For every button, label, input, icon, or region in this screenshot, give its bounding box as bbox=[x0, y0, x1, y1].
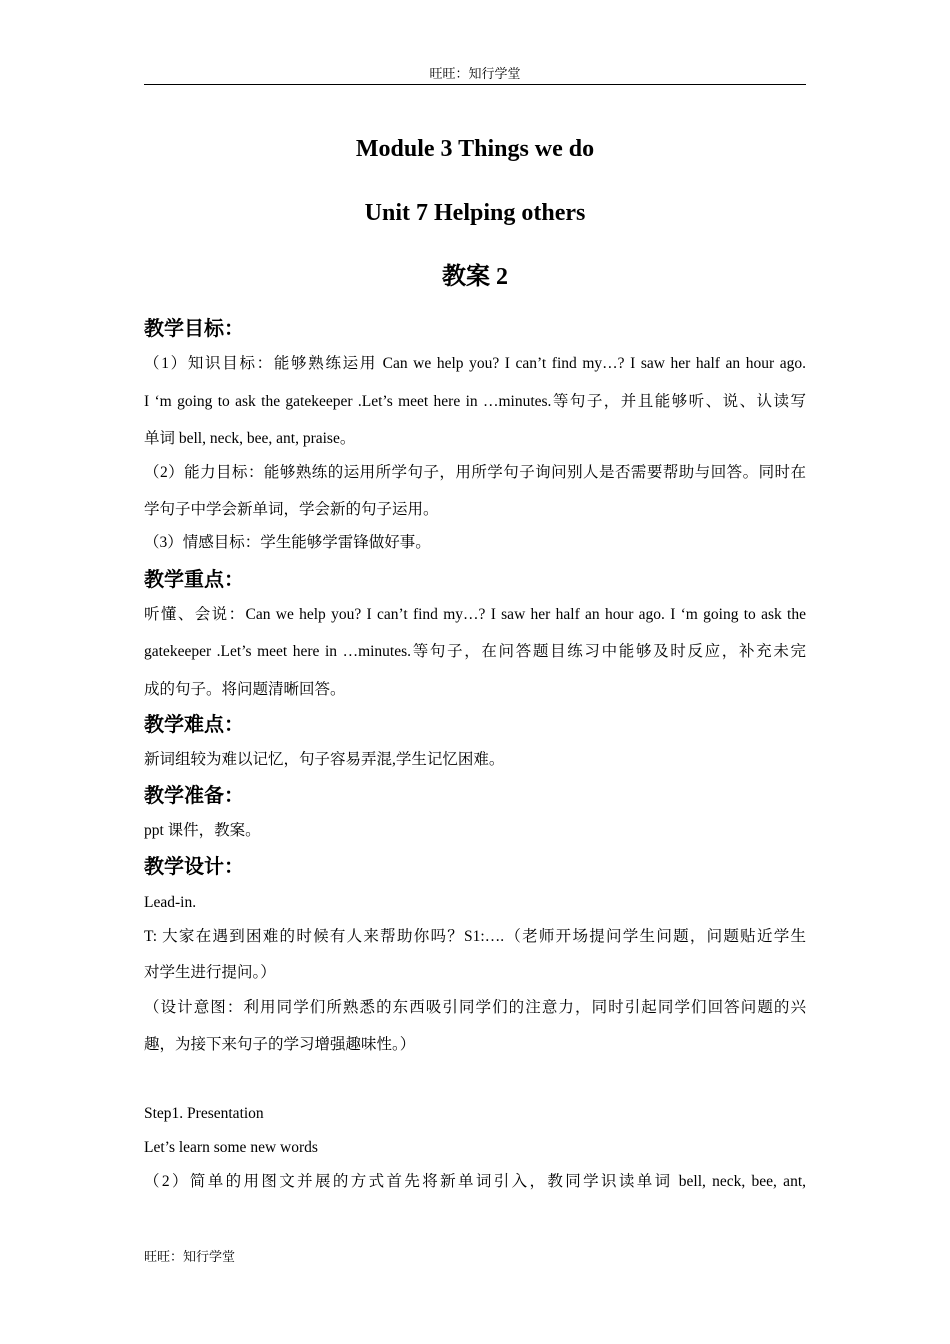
objectives-line: 学句子中学会新单词，学会新的句子运用。 bbox=[144, 501, 439, 518]
key-points-line: 成的句子。将问题清晰回答。 bbox=[144, 681, 346, 698]
design-line: 对学生进行提问。） bbox=[144, 964, 276, 981]
lesson-plan-title: 教案 2 bbox=[442, 264, 508, 290]
preparation-heading: 教学准备： bbox=[144, 783, 244, 807]
design-line: T: 大家在遇到困难的时候有人来帮助你吗？S1:….（老师开场提问学生问题，问题贴近学生 bbox=[144, 928, 806, 945]
module-title: Module 3 Things we do bbox=[355, 136, 595, 162]
difficulties-heading: 教学难点： bbox=[144, 712, 244, 736]
design-heading: 教学设计： bbox=[144, 854, 244, 878]
key-points-heading: 教学重点： bbox=[144, 567, 244, 591]
page-header: 旺旺：知行学堂 bbox=[144, 64, 806, 85]
objectives-line: （1）知识目标：能够熟练运用 Can we help you? I can’t find my…? I saw her half an hour ago. bbox=[144, 355, 806, 372]
objectives-line: 单词 bell, neck, bee, ant, praise。 bbox=[144, 430, 356, 447]
design-line: Lead-in. bbox=[144, 894, 197, 911]
page-footer: 旺旺：知行学堂 bbox=[144, 1249, 236, 1264]
design-line: （设计意图：利用同学们所熟悉的东西吸引同学们的注意力，同时引起同学们回答问题的兴 bbox=[144, 999, 806, 1016]
objectives-heading: 教学目标： bbox=[144, 316, 244, 340]
key-points-line: gatekeeper .Let’s meet here in …minutes.等句子，在问答题目练习中能够及时反应，补充未完 bbox=[144, 643, 806, 660]
design-line: （2）简单的用图文并展的方式首先将新单词引入，教同学识读单词 bell, neck, bee, ant, bbox=[144, 1173, 806, 1190]
objectives-line: （2）能力目标：能够熟练的运用所学句子，用所学句子询问别人是否需要帮助与回答。同时在 bbox=[144, 464, 806, 481]
difficulties-line: 新词组较为难以记忆，句子容易弄混,学生记忆困难。 bbox=[144, 751, 505, 768]
design-line: 趣，为接下来句子的学习增强趣味性。） bbox=[144, 1036, 416, 1053]
objectives-line: （3）情感目标：学生能够学雷锋做好事。 bbox=[144, 534, 431, 551]
objectives-line: I ‘m going to ask the gatekeeper .Let’s meet here in …minutes.等句子，并且能够听、说、认读写 bbox=[144, 393, 806, 410]
unit-title: Unit 7 Helping others bbox=[364, 200, 586, 226]
design-line: Let’s learn some new words bbox=[144, 1139, 318, 1156]
key-points-line: 听懂、会说：Can we help you? I can’t find my…? I saw her half an hour ago. I ‘m going to ask the bbox=[144, 606, 806, 623]
design-line: Step1. Presentation bbox=[144, 1105, 264, 1122]
preparation-line: ppt 课件，教案。 bbox=[144, 822, 261, 839]
